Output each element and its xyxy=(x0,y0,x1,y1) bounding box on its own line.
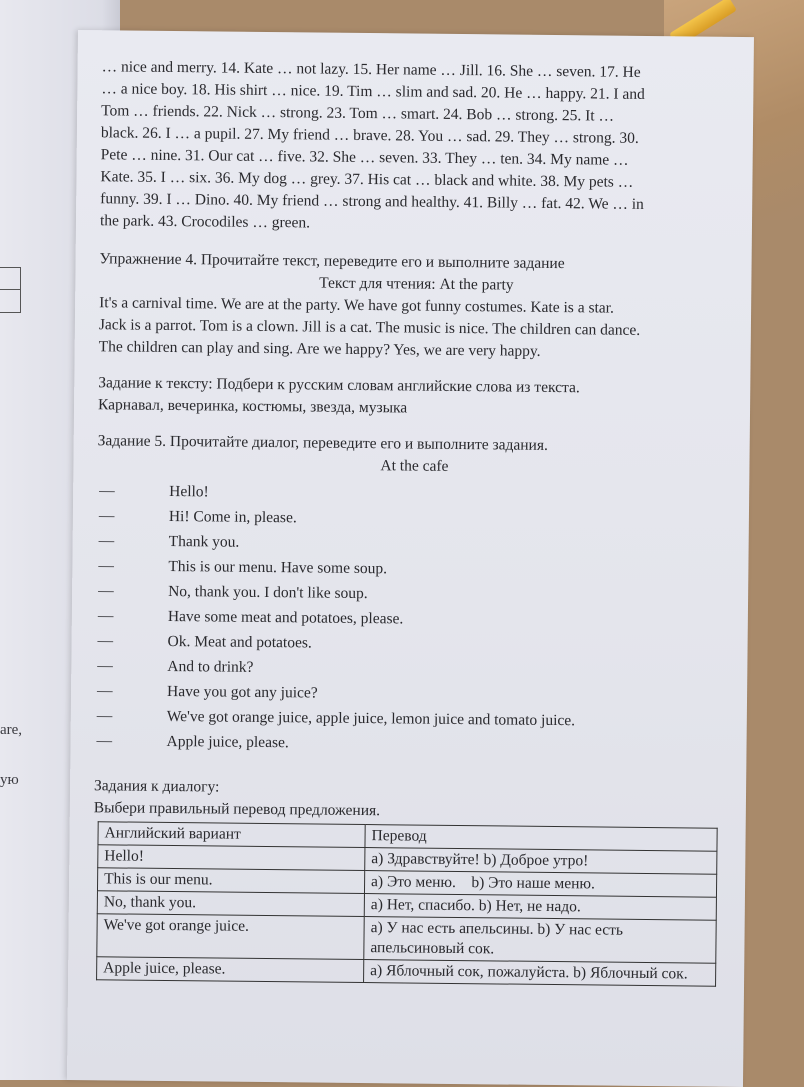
table-row xyxy=(97,914,716,963)
translation-table xyxy=(96,821,718,986)
worksheet-content xyxy=(92,56,736,987)
dialogue-dash: — xyxy=(97,631,114,649)
dialogue-dash: — xyxy=(98,556,114,574)
english-cell: Apple juice, please. xyxy=(97,957,364,983)
dialogue-dash: — xyxy=(98,531,115,549)
dialogue-tasks-instruction: Выбери правильный перевод предложения. xyxy=(93,799,381,820)
text-line: … nice and merry. 14. Kate … not lazy. 15. Her name … Jill. 16. She … seven. 17. He xyxy=(101,58,641,81)
reading-line: The children can play and sing. Are we happy? Yes, we are very happy. xyxy=(98,338,541,360)
english-cell: No, thank you. xyxy=(97,891,364,917)
translation-cell: a) Это меню. b) Это наше меню. xyxy=(364,871,716,898)
dialogue-text: Thank you. xyxy=(168,532,240,551)
reading-line: Jack is a parrot. Tom is a clown. Jill is a cat. The music is nice. The children can dance. xyxy=(98,316,641,339)
dialogue-text: Have you got any juice? xyxy=(166,682,318,702)
text-line: … a nice boy. 18. His shirt … nice. 19. Tim … slim and sad. 20. He … happy. 21. I and xyxy=(101,80,645,103)
exercise-4-task: Задание к тексту: Подбери к русским словам английские слова из текста. xyxy=(98,374,580,397)
text-line: Kate. 35. I … six. 36. My dog … grey. 37. His cat … black and white. 38. My pets … xyxy=(100,168,634,191)
table-header: Перевод xyxy=(365,825,717,852)
dialogue-tasks xyxy=(92,775,728,987)
text-line: black. 26. I … a pupil. 27. My friend … brave. 28. You … sad. 29. They … strong. 30. xyxy=(100,124,639,147)
worksheet-page xyxy=(67,30,754,1087)
dialogue-dash: — xyxy=(96,706,113,724)
dialogue-tasks-title: Задания к диалогу: xyxy=(93,777,220,796)
dialogue-text: No, thank you. I don't like soup. xyxy=(168,582,368,602)
exercise-4-title: Упражнение 4. Прочитайте текст, переведите его и выполните задание xyxy=(99,250,565,273)
dialogue-text: Ok. Meat and potatoes. xyxy=(167,632,312,651)
exercise-5 xyxy=(94,416,731,760)
dialogue-dash: — xyxy=(97,606,114,624)
dialogue-text: Have some meat and potatoes, please. xyxy=(167,607,404,627)
reading-line: It's a carnival time. We are at the party. We have got funny costumes. Kate is a star. xyxy=(99,294,615,317)
dialogue-line xyxy=(94,728,728,760)
english-cell: We've got orange juice. xyxy=(97,914,364,960)
translation-cell: a) У нас есть апельсины. b) У нас есть апельсиновый сок. xyxy=(364,917,716,964)
translation-cell: a) Нет, спасибо. b) Нет, не надо. xyxy=(364,894,716,921)
left-table-fragment xyxy=(0,267,21,313)
exercise-4-words: Карнавал, вечеринка, костюмы, звезда, музыка xyxy=(97,396,408,417)
dialogue-dash: — xyxy=(98,581,114,599)
dialogue-dash: — xyxy=(96,731,113,749)
dialogue-dash: — xyxy=(98,506,115,524)
table-header: Английский вариант xyxy=(98,822,365,848)
text-line: funny. 39. I … Dino. 40. My friend … strong and healthy. 41. Billy … fat. 42. We … in xyxy=(100,190,644,213)
dialogue-text: This is our menu. Have some soup. xyxy=(168,557,388,577)
exercise-4-subtitle: Текст для чтения: At the party xyxy=(319,274,514,294)
translation-cell: a) Яблочный сок, пожалуйста. b) Яблочный сок. xyxy=(364,960,716,987)
dialogue-text: Hi! Come in, please. xyxy=(168,507,297,526)
dialogue xyxy=(94,478,731,760)
translation-cell: a) Здравствуйте! b) Доброе утро! xyxy=(365,848,717,875)
dialogue-dash: — xyxy=(96,681,113,699)
dialogue-dash: — xyxy=(99,481,115,499)
dialogue-text: Apple juice, please. xyxy=(166,732,289,751)
english-cell: Hello! xyxy=(98,845,365,871)
text-line: the park. 43. Crocodiles … green. xyxy=(99,212,311,232)
dialogue-dash: — xyxy=(97,656,113,674)
dialogue-text: And to drink? xyxy=(167,657,254,676)
left-text-fragment: are, xyxy=(0,722,23,738)
text-line: Pete … nine. 31. Our cat … five. 32. She … seven. 33. They … ten. 34. My name … xyxy=(100,146,629,169)
english-cell: This is our menu. xyxy=(97,868,364,894)
dialogue-text: Hello! xyxy=(169,482,209,500)
exercise-3-tail xyxy=(100,56,736,239)
exercise-5-subtitle: At the cafe xyxy=(380,457,449,475)
text-line: Tom … friends. 22. Nick … strong. 23. Tom … smart. 24. Bob … strong. 25. It … xyxy=(101,102,615,125)
left-text-fragment: ую xyxy=(0,772,19,788)
dialogue-text: We've got orange juice, apple juice, lemon juice and tomato juice. xyxy=(166,707,576,729)
exercise-5-title: Задание 5. Прочитайте диалог, переведите его и выполните задания. xyxy=(97,432,548,454)
exercise-4 xyxy=(98,248,734,423)
